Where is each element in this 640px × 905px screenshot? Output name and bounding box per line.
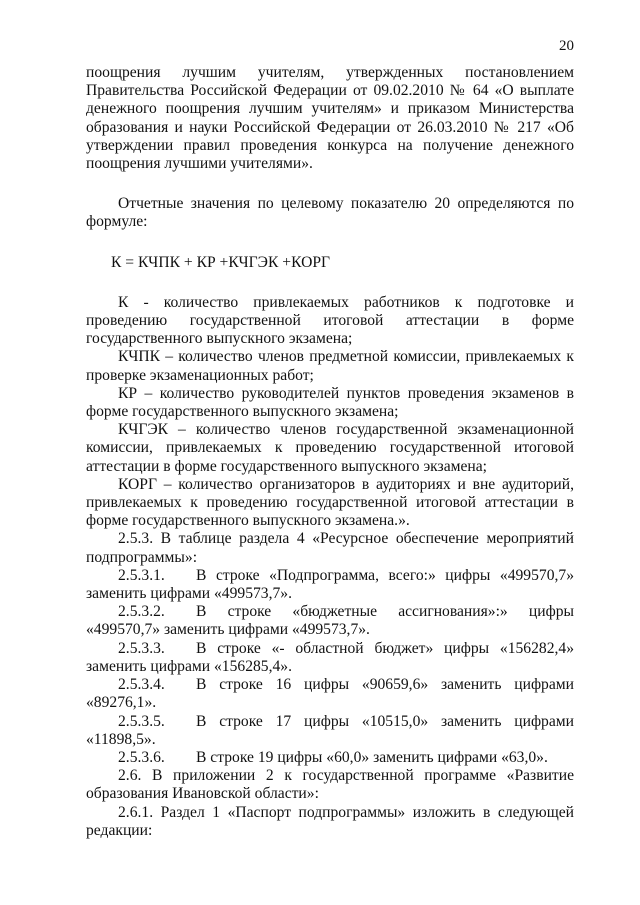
- item-text: В строке «бюджетные ассигнования»:» цифры «499570,7» заменить цифрами «499573,7».: [86, 603, 574, 639]
- paragraph-reporting: Отчетные значения по целевому показателю 20 определяются по формуле:: [86, 195, 574, 231]
- paragraph-2-6: 2.6. В приложении 2 к государственной программе «Развитие образования Ивановской области»:: [86, 767, 574, 803]
- page-number: 20: [559, 38, 574, 54]
- paragraph-2-5-3-1: [86, 567, 574, 603]
- paragraph-2-5-3-4: [86, 676, 574, 712]
- document-body: [86, 64, 574, 840]
- item-text: В строке «- областной бюджет» цифры «156282,4» заменить цифрами «156285,4».: [86, 639, 574, 675]
- definition-k: К - количество привлекаемых работников к подготовке и проведению государственной итоговой аттестации в форме государственного выпускного экзамена;: [86, 293, 574, 348]
- item-number: 2.5.3.6.: [118, 748, 165, 766]
- item-text: В строке «Подпрограмма, всего:» цифры «499570,7» заменить цифрами «499573,7».: [86, 566, 574, 603]
- paragraph-2-5-3-3: [86, 640, 574, 676]
- item-number: 2.5.3.5.: [118, 712, 165, 730]
- item-number: 2.5.3.1.: [118, 566, 165, 584]
- paragraph-intro: поощрения лучшим учителям, утвержденных постановлением Правительства Российской Федерации от 09.02.2010 № 64 «О выплате денежного поощрения лучшим учителям» и приказом Министерства образования и науки Российской Федерации от 26.03.2010 № 217 «Об утверждении правил проведения конкурса на получение денежного поощрения лучшими учителями».: [86, 64, 574, 173]
- item-text: В строке 16 цифры «90659,6» заменить цифрами «89276,1».: [86, 676, 574, 712]
- paragraph-2-6-1: 2.6.1. Раздел 1 «Паспорт подпрограммы» изложить в следующей редакции:: [86, 803, 574, 839]
- paragraph-2-5-3: 2.5.3. В таблице раздела 4 «Ресурсное обеспечение мероприятий подпрограммы»:: [86, 530, 574, 566]
- definition-kchgek: КЧГЭК – количество членов государственной экзаменационной комиссии, привлекаемых к проведению государственной итоговой аттестации в форме государственного выпускного экзамена;: [86, 421, 574, 475]
- definition-korg: КОРГ – количество организаторов в аудиториях и вне аудиторий, привлекаемых к проведению государственной итоговой аттестации в форме государственного выпускного экзамена.».: [86, 475, 574, 530]
- definition-kchpk: КЧПК – количество членов предметной комиссии, привлекаемых к проверке экзаменационных работ;: [86, 348, 574, 384]
- paragraph-2-5-3-6: [86, 749, 574, 767]
- item-number: 2.5.3.4.: [118, 676, 165, 694]
- item-text: В строке 17 цифры «10515,0» заменить цифрами «11898,5».: [86, 712, 574, 748]
- paragraph-2-5-3-5: [86, 713, 574, 749]
- formula: К = КЧПК + КР +КЧГЭК +КОРГ: [111, 253, 331, 271]
- item-number: 2.5.3.2.: [118, 603, 165, 621]
- definition-kr: КР – количество руководителей пунктов проведения экзаменов в форме государственного выпускного экзамена;: [86, 384, 574, 421]
- item-number: 2.5.3.3.: [118, 639, 165, 657]
- paragraph-2-5-3-2: [86, 603, 574, 639]
- item-text: В строке 19 цифры «60,0» заменить цифрами «63,0».: [196, 748, 548, 766]
